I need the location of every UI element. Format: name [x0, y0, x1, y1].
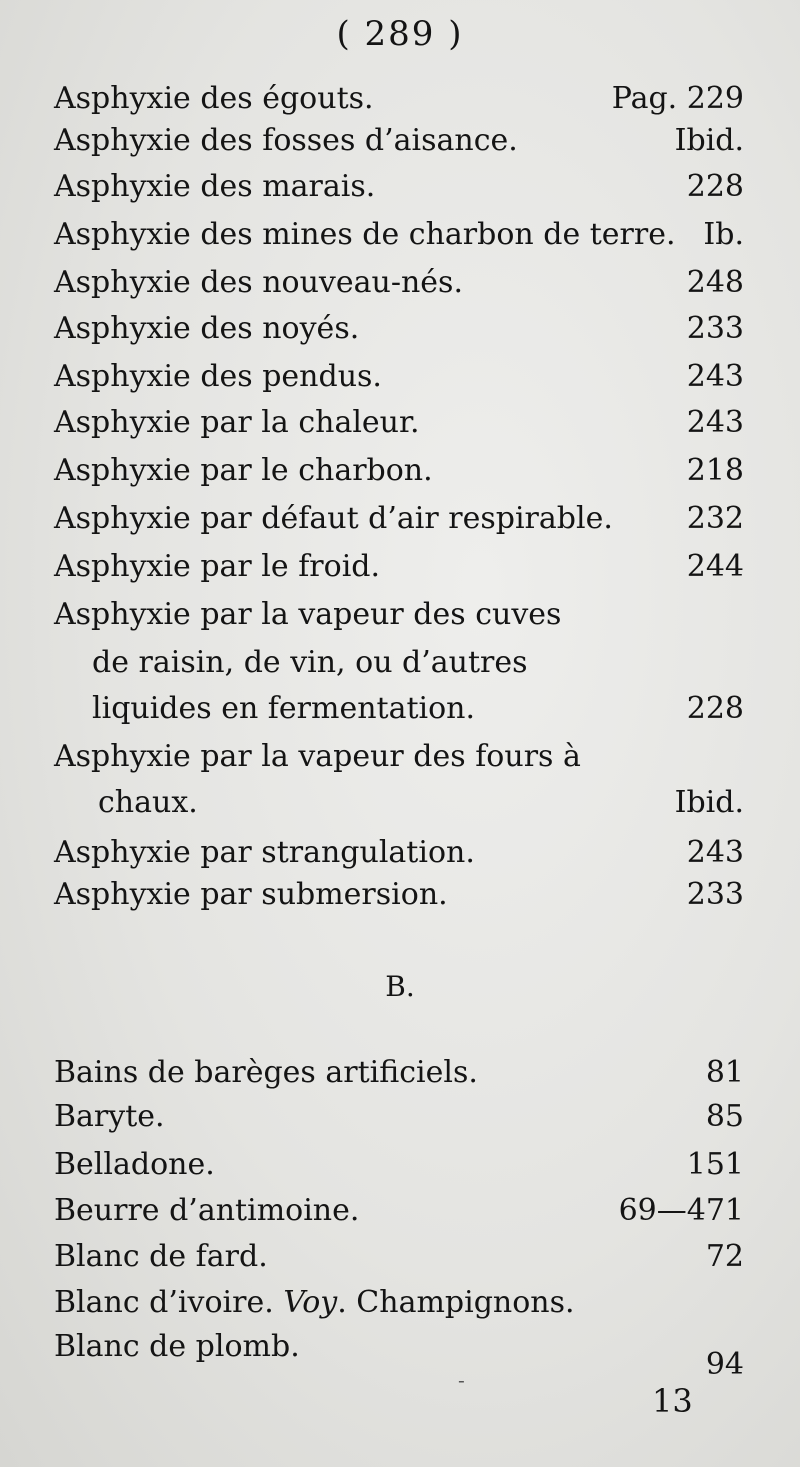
- index-entry: [54, 830, 744, 876]
- entry-page: Ibid.: [674, 123, 744, 158]
- entry-page: 232: [686, 501, 744, 536]
- signature-mark: 13: [652, 1382, 693, 1420]
- entry-continuation-final: [54, 686, 744, 732]
- index-entry: [54, 306, 744, 352]
- entry-text: chaux.: [98, 785, 198, 820]
- index-entry: [54, 118, 744, 164]
- index-entry: [54, 1094, 744, 1140]
- index-entry: [54, 1280, 744, 1326]
- index-entry: [54, 212, 744, 258]
- entry-text: Asphyxie par le charbon.: [54, 453, 433, 488]
- entry-text: Asphyxie par la vapeur des cuves: [54, 597, 562, 632]
- entry-text: Blanc de fard.: [54, 1239, 268, 1274]
- entry-text: Asphyxie des égouts.: [54, 81, 374, 116]
- entry-page: Ibid.: [674, 785, 744, 820]
- index-entry: [54, 1324, 744, 1382]
- index-entry: [54, 1050, 744, 1096]
- entry-text: Asphyxie des marais.: [54, 169, 376, 204]
- index-entry-multiline: [54, 592, 744, 638]
- index-entry: [54, 354, 744, 400]
- entry-text: Asphyxie des pendus.: [54, 359, 382, 394]
- entry-page: Pag. 229: [611, 81, 744, 116]
- entry-page: 85: [705, 1099, 744, 1134]
- index-entry: [54, 400, 744, 446]
- entry-text: Baryte.: [54, 1099, 165, 1134]
- entry-page: 243: [686, 405, 744, 440]
- index-entry: [54, 496, 744, 542]
- index-entry: [54, 1142, 744, 1188]
- entry-continuation: de raisin, de vin, ou d’autres: [92, 645, 528, 680]
- index-entry: [54, 260, 744, 306]
- entry-text: Asphyxie par la vapeur des fours à: [54, 739, 581, 774]
- entry-text: liquides en fermentation.: [92, 691, 476, 726]
- entry-page: 233: [686, 877, 744, 912]
- entry-text: Asphyxie par submersion.: [54, 877, 448, 912]
- entry-text: Beurre d’antimoine.: [54, 1193, 360, 1228]
- entry-page: 248: [686, 265, 744, 300]
- entry-text: Asphyxie des mines de charbon de terre.: [54, 217, 676, 252]
- entry-page: 69—471: [618, 1193, 744, 1228]
- index-entry: [54, 76, 744, 122]
- index-entry-multiline: [54, 734, 744, 780]
- entry-page: 233: [686, 311, 744, 346]
- entry-text: Asphyxie par le froid.: [54, 549, 381, 584]
- index-entry: [54, 164, 744, 210]
- entry-page: 228: [686, 691, 744, 726]
- entry-page: 218: [686, 453, 744, 488]
- entry-page: 151: [686, 1147, 744, 1182]
- index-entry: [54, 1188, 744, 1234]
- entry-page: 228: [686, 169, 744, 204]
- entry-continuation-final: [54, 780, 744, 826]
- entry-text: Asphyxie par la chaleur.: [54, 405, 420, 440]
- entry-text-after: . Champignons.: [337, 1285, 575, 1320]
- entry-page: 244: [686, 549, 744, 584]
- section-heading: B.: [385, 970, 415, 1003]
- entry-page: 94: [705, 1347, 744, 1382]
- entry-page: 243: [686, 359, 744, 394]
- index-entry: [54, 544, 744, 590]
- entry-page: 72: [705, 1239, 744, 1274]
- entry-text: Belladone.: [54, 1147, 215, 1182]
- entry-text: Blanc de plomb.: [54, 1329, 300, 1364]
- entry-text: [54, 1280, 575, 1326]
- index-entry: [54, 872, 744, 918]
- voy-abbrev: Voy: [283, 1285, 338, 1320]
- index-entry: [54, 448, 744, 494]
- index-entry: [54, 1234, 744, 1280]
- entry-text: Asphyxie par strangulation.: [54, 835, 475, 870]
- entry-page: 243: [686, 835, 744, 870]
- page-number: ( 289 ): [336, 14, 464, 54]
- entry-text: Asphyxie des noyés.: [54, 311, 360, 346]
- entry-text: Asphyxie des nouveau-nés.: [54, 265, 463, 300]
- dash-mark: -: [458, 1368, 465, 1392]
- entry-page: 81: [705, 1055, 744, 1090]
- entry-text-before: Blanc d’ivoire.: [54, 1285, 274, 1320]
- entry-text: Asphyxie des fosses d’aisance.: [54, 123, 518, 158]
- entry-text: Bains de barèges artificiels.: [54, 1055, 478, 1090]
- entry-text: Asphyxie par défaut d’air respirable.: [54, 501, 613, 536]
- entry-page: Ib.: [703, 217, 744, 252]
